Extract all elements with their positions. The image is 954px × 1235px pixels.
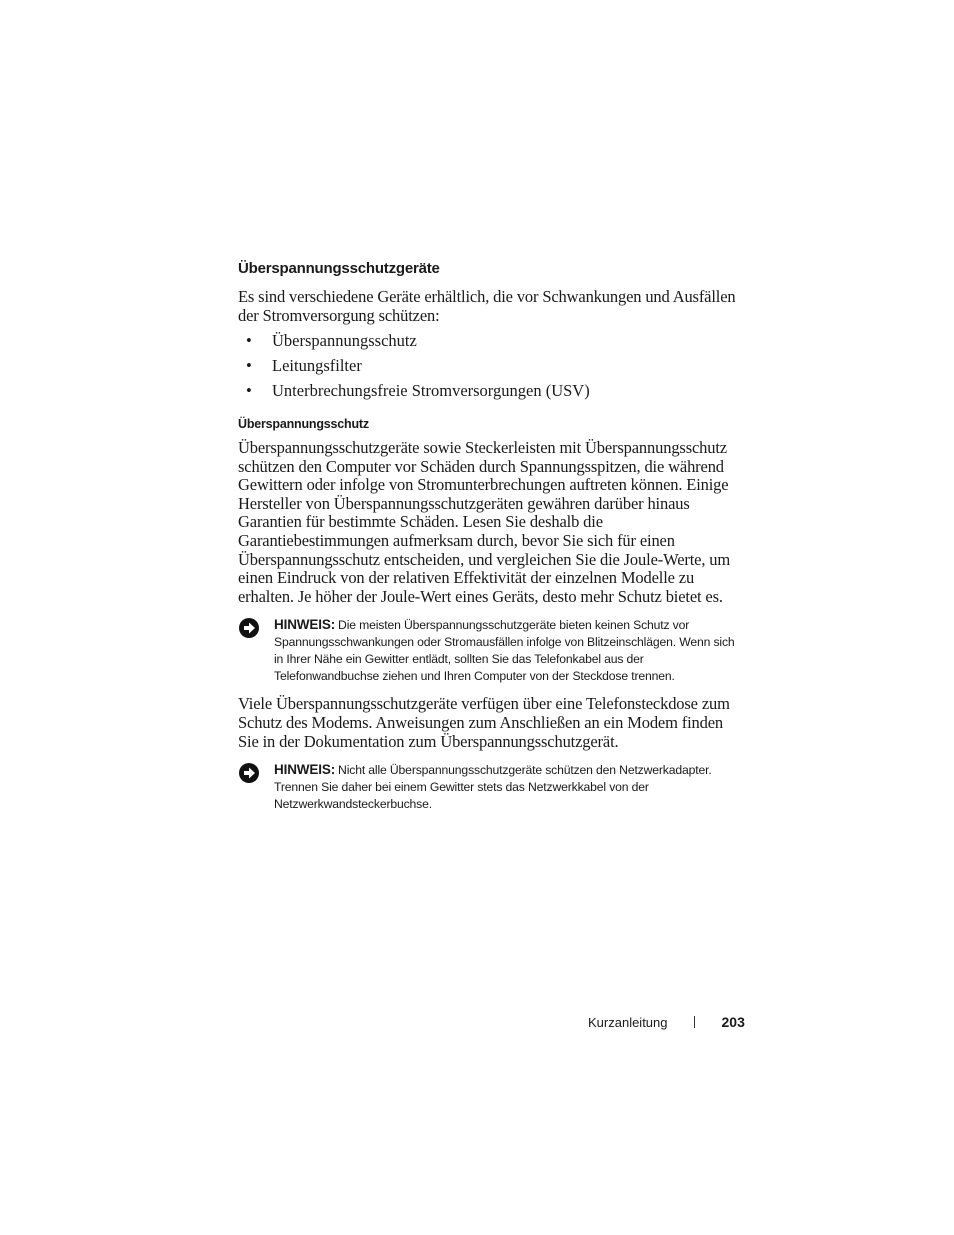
notice-1 <box>238 616 738 685</box>
paragraph-surge: Überspannungsschutzgeräte sowie Steckerleisten mit Überspannungsschutz schützen den Computer vor Schäden durch Spannungsspitzen, die während Gewittern oder infolge von Stromunterbrechungen auftreten können. Einige Hersteller von Überspannungsschutzgeräten gewähren darüber hinaus Garantien für bestimmte Schäden. Lesen Sie deshalb die Garantiebestimmungen aufmerksam durch, bevor Sie sich für einen Überspannungsschutz entscheiden, und vergleichen Sie die Joule-Werte, um einen Eindruck von der relativen Effektivität der einzelnen Modelle zu erhalten. Je höher der Joule-Wert eines Geräts, desto mehr Schutz bietet es. <box>238 437 731 606</box>
footer-divider <box>694 1016 695 1028</box>
list-item: • Unterbrechungsfreie Stromversorgungen (USV) <box>238 382 738 401</box>
bullet-glyph: • <box>246 331 252 351</box>
page-footer <box>588 1014 745 1030</box>
page-number: 203 <box>721 1014 745 1030</box>
notice-label: HINWEIS: <box>274 617 336 633</box>
notice-text: Die meisten Überspannungsschutzgeräte bieten keinen Schutz vor Spannungsschwankungen oder Stromausfällen infolge von Blitzeinschlägen. Wenn sich in Ihrer Nähe ein Gewitter entlädt, sollten Sie das Telefonkabel aus der Telefonwandbuchse ziehen und Ihren Computer von der Steckdose trennen. <box>274 618 735 684</box>
notice-2 <box>238 761 738 813</box>
paragraph-modem: Viele Überspannungsschutzgeräte verfügen über eine Telefonsteckdose zum Schutz des Modems. Anweisungen zum Anschließen an ein Modem finden Sie in der Dokumentation zum Überspannungsschutzgerät. <box>238 694 730 751</box>
page-content <box>238 258 738 823</box>
device-list <box>238 332 738 401</box>
notice-arrow-icon <box>238 761 274 813</box>
notice-label: HINWEIS: <box>274 762 336 778</box>
footer-section: Kurzanleitung <box>588 1014 668 1030</box>
section-title: Überspannungsschutzgeräte <box>238 260 440 277</box>
list-item: • Leitungsfilter <box>238 357 738 376</box>
bullet-glyph: • <box>246 381 252 401</box>
list-item: • Überspannungsschutz <box>238 332 738 351</box>
notice-text: Nicht alle Überspannungsschutzgeräte schützen den Netzwerkadapter. Trennen Sie daher bei einem Gewitter stets das Netzwerkkabel von der Netzwerkwandsteckerbuchse. <box>274 763 712 812</box>
subsection-title: Überspannungsschutz <box>238 416 369 431</box>
bullet-glyph: • <box>246 356 252 376</box>
notice-arrow-icon <box>238 616 274 685</box>
intro-paragraph: Es sind verschiedene Geräte erhältlich, die vor Schwankungen und Ausfällen der Stromversorgung schützen: <box>238 287 736 325</box>
